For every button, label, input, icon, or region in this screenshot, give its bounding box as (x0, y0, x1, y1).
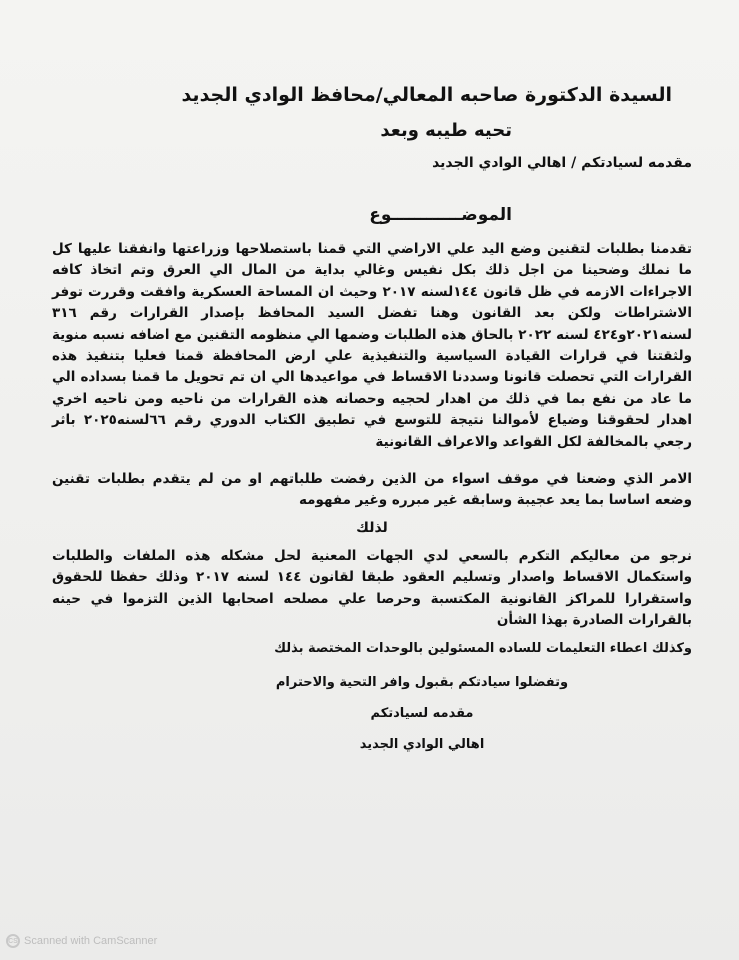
therefore-heading: لذلك (356, 519, 388, 536)
camscanner-logo-icon: CS (6, 934, 20, 948)
paragraph-request: نرجو من معاليكم التكرم بالسعي لدي الجهات المعنية لحل مشكله هذه الملفات والطلبات واستكمال الاقساط واصدار وتسليم العقود طبقا لقانون ١٤٤ لسنه ٢٠١٧ وذلك حفظا للحقوق واستقرارا للمراكز القانونية المكتسبة وحرصا علي مصلحه اصحابها الذين التزموا في حينه بالقرارات الصادرة بهذا الشأن (52, 547, 692, 629)
paragraph-consequence: الامر الذي وضعنا في موقف اسواء من الذين رفضت طلباتهم او من لم يتقدم بطلبات تقنين وضعه اساسا بما يعد عجيبة وسابقه غير مبرره وغير مفهومه (52, 471, 692, 509)
signature-line-1: مقدمه لسيادتكم (370, 705, 474, 721)
paragraph-main: تقدمنا بطلبات لتقنين وضع اليد علي الاراضي التي قمنا باستصلاحها وزراعتها وانفقنا عليها كل ما نملك وضحينا من اجل ذلك بكل نفيس وغالي بداية من المال الي العرق وتم اتخاذ كافه الاجراءات الازمه في ظل قانون ١٤٤لسنه ٢٠١٧ وحيث ان المساحة العسكرية وافقت وقررت توفر الاشتراطات ولكن بعد القانون وهنا تفضل السيد المحافظ بإصدار القرارات رقم ٣١٦ لسنه٢٠٢١و٤٢٤ لسنه ٢٠٢٢ بالحاق هذه الطلبات وضمها الي منظومه التقنين مع اضافه نسبه منوية ولثقتنا في قرارات القيادة السياسية والتنفيذية علي ارض المحافظة قمنا فعليا بتنفيذ هذه القرارات التي تحصلت قانونا وسددنا الاقساط في مواعيدها الي ان تم تحويل ما قمنا بسداده الي ما عاد من نفع بما في ذلك من اهدار لحجيه وحصانه هذه القرارات من ناحيه ومن ناحيه اخري اهدار لحقوقنا وضياع لأموالنا نتيجة للتوسع في تطبيق الكتاب الدوري رقم ٦٦لسنه٢٠٢٥ باثر رجعي بالمخالفة لكل القواعد والاعراف القانونية (52, 241, 693, 450)
signature-line-2: اهالي الوادي الجديد (359, 736, 485, 752)
scanner-watermark (6, 934, 157, 948)
submitted-by-line: مقدمه لسيادتكم / اهالي الوادي الجديد (432, 155, 692, 171)
closing-line: وتفضلوا سيادتكم بقبول وافر التحية والاحترام (275, 674, 569, 690)
addressee-line: السيدة الدكتورة صاحبه المعالي/محافظ الوادي الجديد (181, 84, 672, 106)
subject-heading: الموضــــــــــــوع (369, 205, 512, 225)
paragraph-instructions: وكذلك اعطاء التعليمات للساده المسئولين بالوحدات المختصة بذلك (274, 640, 692, 656)
greeting-line: تحيه طيبه وبعد (380, 120, 512, 141)
watermark-text: Scanned with CamScanner (24, 935, 158, 947)
letter-body (52, 80, 692, 752)
